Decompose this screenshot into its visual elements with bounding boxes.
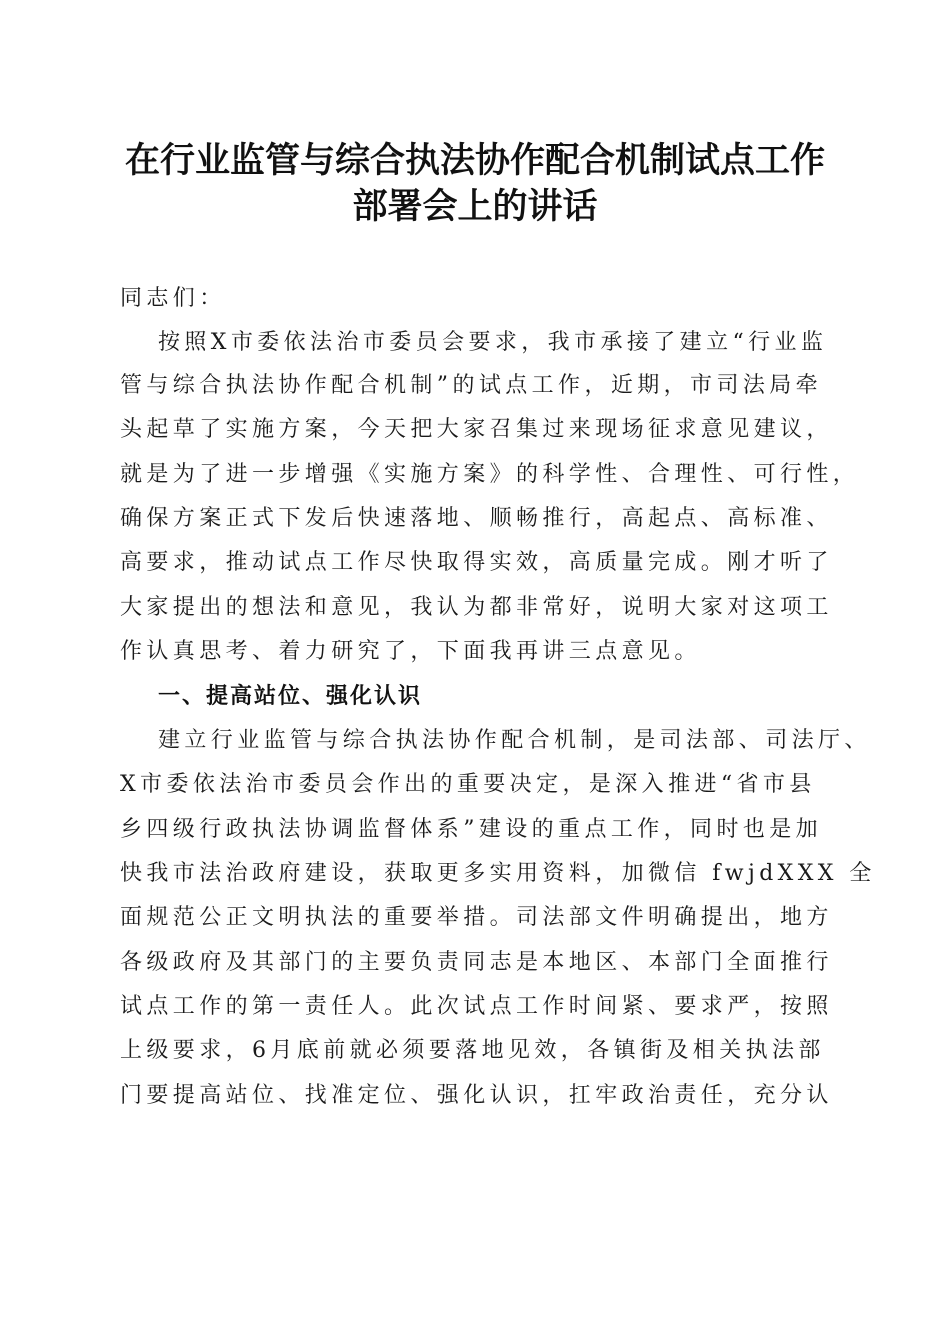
paragraph-2-line: 上级要求，6月底前就必须要落地见效，各镇街及相关执法部 (120, 1038, 825, 1063)
paragraph-2-line: X市委依法治市委员会作出的重要决定，是深入推进“省市县 (120, 772, 816, 797)
paragraph-1-line: 大家提出的想法和意见，我认为都非常好，说明大家对这项工 (120, 595, 833, 620)
document-title-line-2: 部署会上的讲话 (352, 186, 598, 227)
paragraph-2-line: 建立行业监管与综合执法协作配合机制，是司法部、司法厅、 (158, 728, 871, 753)
paragraph-1-line: 头起草了实施方案，今天把大家召集过来现场征求意见建议， (120, 417, 833, 442)
section-heading-1: 一、提高站位、强化认识 (158, 684, 423, 709)
document-title-line-1: 在行业监管与综合执法协作配合机制试点工作 (124, 140, 825, 181)
paragraph-2-line: 面规范公正文明执法的重要举措。司法部文件明确提出，地方 (120, 905, 833, 930)
paragraph-1-line: 管与综合执法协作配合机制”的试点工作，近期，市司法局牵 (120, 373, 823, 398)
paragraph-1-line: 确保方案正式下发后快速落地、顺畅推行，高起点、高标准、 (120, 506, 833, 531)
paragraph-2-line: 试点工作的第一责任人。此次试点工作时间紧、要求严，按照 (120, 994, 833, 1019)
paragraph-1-line: 作认真思考、着力研究了，下面我再讲三点意见。 (120, 639, 701, 664)
paragraph-1-line: 按照X市委依法治市委员会要求，我市承接了建立“行业监 (158, 330, 828, 355)
paragraph-1-line: 就是为了进一步增强《实施方案》的科学性、合理性、可行性， (120, 462, 860, 487)
paragraph-1-line: 高要求，推动试点工作尽快取得实效，高质量完成。刚才听了 (120, 550, 833, 575)
paragraph-2-line: 门要提高站位、找准定位、强化认识，扛牢政治责任，充分认 (120, 1083, 833, 1108)
salutation: 同志们： (120, 286, 226, 311)
paragraph-2-line: 乡四级行政执法协调监督体系”建设的重点工作，同时也是加 (120, 817, 823, 842)
paragraph-2-line: 各级政府及其部门的主要负责同志是本地区、本部门全面推行 (120, 950, 833, 975)
paragraph-2-line: 快我市法治政府建设，获取更多实用资料，加微信 fwjdXXX 全 (120, 861, 876, 886)
